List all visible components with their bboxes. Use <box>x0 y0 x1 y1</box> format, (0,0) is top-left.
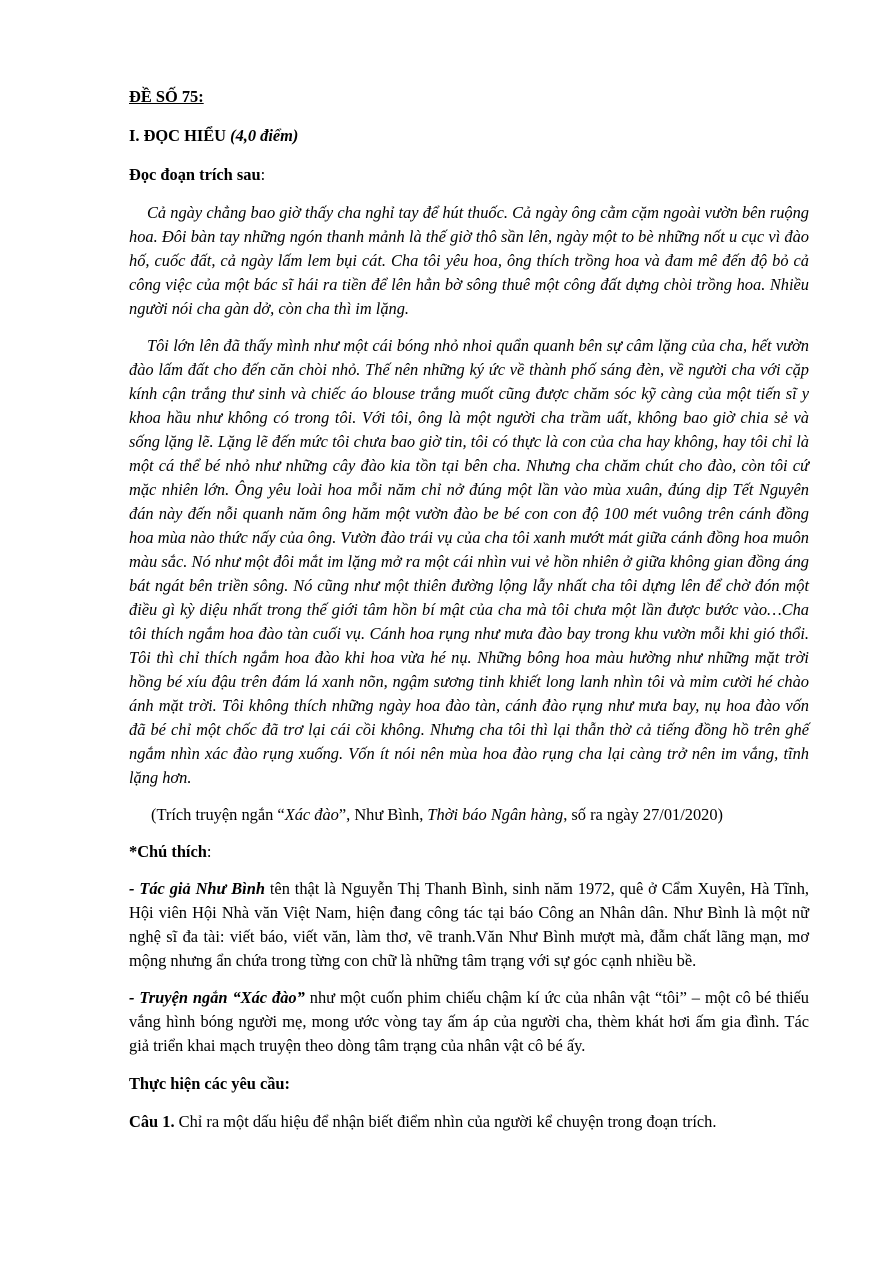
section-title <box>129 124 809 148</box>
passage-paragraph-2: Tôi lớn lên đã thấy mình như một cái bóng nhỏ nhoi quẩn quanh bên sự câm lặng của cha, hết vườn đào lấm đất cho đến căn chòi nhỏ. Thế nên những ký ức về thành phố sáng đèn, về người cha với cặp kính cận trắng thư sinh và chiếc áo blouse trắng muốt cũng được chăm sóc kỹ càng của một tiến sĩ y khoa hầu như không có trong tôi. Với tôi, ông là một người cha trầm uất, không bao giờ chia sẻ và sống lặng lẽ. Lặng lẽ đến mức tôi chưa bao giờ tin, tôi có thực là con của cha hay không, hay tôi chỉ là một cá thể bé nhỏ như những cây đào kia tồn tại bên cha. Nhưng cha chăm chút cho đào, còn tôi cứ mặc nhiên lớn. Ông yêu loài hoa mỗi năm chỉ nở đúng một lần vào mùa xuân, đúng dịp Tết Nguyên đán này đến nỗi quanh năm ông hăm một vườn đào be bé con con độ 100 mét vuông trên cánh đồng hoa mùa nào thức nấy của ông. Vườn đào trái vụ của cha tôi xanh mướt mát giữa cánh đồng hoa muôn màu sắc. Nó như một đôi mắt im lặng mở ra một cái nhìn vui vẻ hồn nhiên ở giữa không gian đồng áng bát ngát bên triền sông. Nó cũng như một thiên đường lộng lẫy nhất cha tôi dựng lên để chờ đón một điều gì kỳ diệu nhất trong thế giới tâm hồn bí mật của cha mà tôi chưa một lần được bước vào…Cha tôi thích ngắm hoa đào tàn cuối vụ. Cánh hoa rụng như mưa đào bay trong khu vườn mỗi khi gió thổi. Tôi thì chỉ thích ngắm hoa đào khi hoa vừa hé nụ. Những bông hoa màu hường như những mặt trời hồng bé xíu đậu trên đám lá xanh nõn, ngậm sương tinh khiết long lanh nhìn tôi và mỉm cười hé chào ánh mặt trời. Tôi không thích những ngày hoa đào tàn, cánh đào rụng như mưa bay, nụ hoa đào vốn đã bé chỉ một chốc đã trơ lại cái cồi không. Nhưng cha tôi thì lại thẫn thờ cả tiếng đồng hồ trên ghế ngắm nhìn xác đào rụng xuống. Vốn ít nói nên mùa hoa đào rụng cha lại càng trở nên im vắng, tĩnh lặng hơn. <box>129 336 809 787</box>
exam-title: ĐỀ SỐ 75: <box>129 87 204 106</box>
notes-heading-text: *Chú thích <box>129 842 207 861</box>
note-story-lead: - Truyện ngắn “Xác đào” <box>129 988 305 1007</box>
note-author <box>129 877 809 973</box>
requirements-heading: Thực hiện các yêu cầu: <box>129 1074 290 1093</box>
notes-heading-colon: : <box>206 842 212 861</box>
note-author-lead: - Tác giả Như Bình <box>129 879 265 898</box>
question-1 <box>129 1110 809 1134</box>
section-points: (4,0 điểm) <box>230 126 299 145</box>
source-prefix: (Trích truyện ngắn “ <box>151 805 285 824</box>
notes-heading <box>129 840 809 864</box>
reading-instruction <box>129 163 809 187</box>
note-story <box>129 986 809 1058</box>
source-publication: Thời báo Ngân hàng <box>427 805 564 824</box>
document-page <box>129 78 809 1134</box>
reading-instruction-colon: : <box>260 165 266 184</box>
note-story-text: như một cuốn phim chiếu chậm kí ức của nhân vật “tôi” – một cô bé thiếu vắng hình bóng người mẹ, mong ước vòng tay ấm áp của người cha, thèm khát hơi ấm gia đình. Tác giả triển khai mạch truyện theo dòng tâm trạng của nhân vật cô bé ấy. <box>129 988 809 1055</box>
source-suffix: , số ra ngày 27/01/2020) <box>563 805 724 824</box>
note-author-text: tên thật là Nguyễn Thị Thanh Bình, sinh năm 1972, quê ở Cẩm Xuyên, Hà Tĩnh, Hội viên Hội Nhà văn Việt Nam, hiện đang công tác tại báo Công an Nhân dân. Như Bình là một nữ nghệ sĩ đa tài: viết báo, viết văn, làm thơ, vẽ tranh.Văn Như Bình mượt mà, đẫm chất lãng mạn, mơ mộng nhưng ẩn chứa trong từng con chữ là những tâm trạng với sự góc cạnh nhiều bề. <box>129 879 809 970</box>
section-title-text: I. ĐỌC HIỂU <box>129 126 226 145</box>
question-1-text: Chỉ ra một dấu hiệu để nhận biết điểm nhìn của người kể chuyện trong đoạn trích. <box>174 1112 717 1131</box>
source-work-title: Xác đào <box>284 805 339 824</box>
passage-paragraph-1: Cả ngày chẳng bao giờ thấy cha nghỉ tay để hút thuốc. Cả ngày ông cằm cặm ngoài vườn bên ruộng hoa. Đôi bàn tay những ngón thanh mảnh là thế giờ thô sần lên, ngày một to bè những nốt u cục vì đào hố, cuốc đất, cả ngày lấm lem bụi cát. Cha tôi yêu hoa, ông thích trồng hoa và đam mê đến độ bỏ cả công việc của một bác sĩ hái ra tiền để lên hẳn bờ sông thuê một công đất dựng chòi trồng hoa. Nhiều người nói cha gàn dở, còn cha thì im lặng. <box>129 203 809 318</box>
reading-instruction-text: Đọc đoạn trích sau <box>129 165 261 184</box>
source-citation <box>129 803 809 827</box>
question-1-number: Câu 1. <box>129 1112 175 1131</box>
source-middle: ”, Như Bình, <box>338 805 428 824</box>
